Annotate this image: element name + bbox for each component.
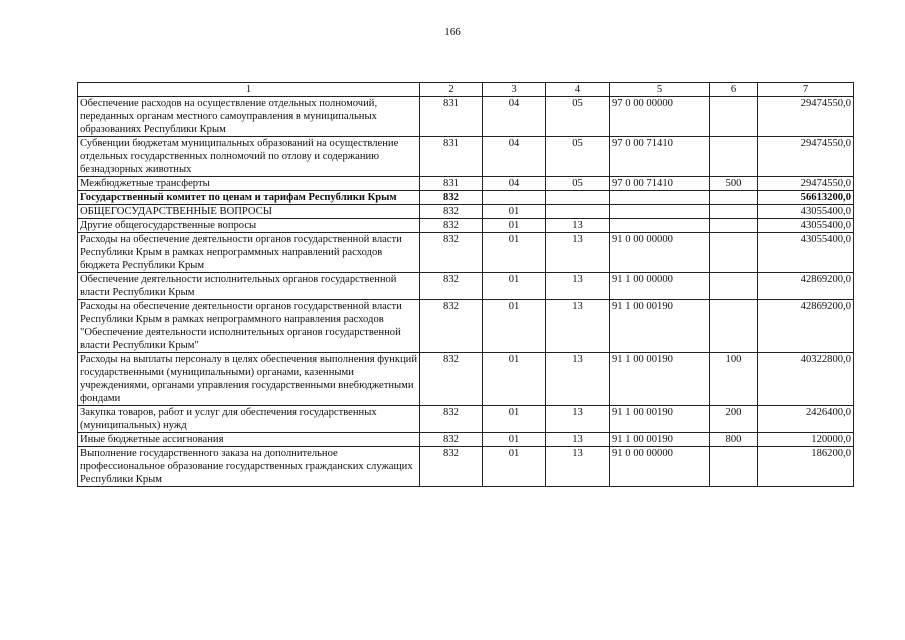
budget-table [77,82,854,487]
row-target-article [610,205,710,219]
row-ministry-code: 832 [420,219,483,233]
table-row [78,447,854,487]
row-section-code: 01 [483,219,546,233]
page-number: 166 [444,26,461,38]
row-ministry-code: 832 [420,233,483,273]
row-subsection-code: 13 [546,273,610,300]
row-target-article [610,219,710,233]
row-amount: 2426400,0 [758,406,854,433]
column-header: 3 [483,83,546,97]
row-expense-type [710,273,758,300]
row-ministry-code: 832 [420,191,483,205]
row-subsection-code: 13 [546,219,610,233]
row-expense-type [710,97,758,137]
table-row [78,177,854,191]
row-name: Расходы на обеспечение деятельности органов государственной власти Республики Крым в рамках непрограммных направлений расходов бюджета Республики Крым [78,233,420,273]
row-name: Обеспечение расходов на осуществление отдельных полномочий, переданных органам местного самоуправления в муниципальных образованиях Республики Крым [78,97,420,137]
table-row [78,300,854,353]
row-subsection-code: 13 [546,233,610,273]
row-name: Другие общегосударственные вопросы [78,219,420,233]
row-expense-type: 500 [710,177,758,191]
row-ministry-code: 832 [420,300,483,353]
row-name: Государственный комитет по ценам и тарифам Республики Крым [78,191,420,205]
row-name: Выполнение государственного заказа на дополнительное профессиональное образование государственных гражданских служащих Республики Крым [78,447,420,487]
row-section-code [483,191,546,205]
row-ministry-code: 831 [420,97,483,137]
row-ministry-code: 831 [420,177,483,191]
row-name: Закупка товаров, работ и услуг для обеспечения государственных (муниципальных) нужд [78,406,420,433]
row-target-article: 91 0 00 00000 [610,233,710,273]
row-expense-type [710,191,758,205]
column-header: 1 [78,83,420,97]
row-target-article: 97 0 00 00000 [610,97,710,137]
column-header: 2 [420,83,483,97]
row-ministry-code: 832 [420,447,483,487]
row-subsection-code: 13 [546,447,610,487]
table-row [78,233,854,273]
row-amount: 186200,0 [758,447,854,487]
row-subsection-code: 05 [546,97,610,137]
row-name: Субвенции бюджетам муниципальных образований на осуществление отдельных государственных полномочий по отлову и содержанию безнадзорных животных [78,137,420,177]
row-target-article: 91 1 00 00190 [610,406,710,433]
row-name: Обеспечение деятельности исполнительных органов государственной власти Республики Крым [78,273,420,300]
table-header-row [78,83,854,97]
row-amount: 29474550,0 [758,177,854,191]
row-expense-type [710,233,758,273]
table-row [78,137,854,177]
row-target-article: 97 0 00 71410 [610,177,710,191]
table-row [78,273,854,300]
row-expense-type [710,447,758,487]
row-amount: 120000,0 [758,433,854,447]
row-amount: 42869200,0 [758,273,854,300]
row-name: Межбюджетные трансферты [78,177,420,191]
row-amount: 56613200,0 [758,191,854,205]
row-subsection-code: 13 [546,300,610,353]
row-expense-type: 100 [710,353,758,406]
row-target-article: 91 1 00 00190 [610,300,710,353]
row-amount: 43055400,0 [758,219,854,233]
row-subsection-code: 05 [546,137,610,177]
row-ministry-code: 831 [420,137,483,177]
row-ministry-code: 832 [420,353,483,406]
row-expense-type [710,300,758,353]
row-amount: 40322800,0 [758,353,854,406]
row-section-code: 01 [483,406,546,433]
table-row [78,353,854,406]
row-amount: 29474550,0 [758,97,854,137]
row-ministry-code: 832 [420,273,483,300]
table-row [78,205,854,219]
row-ministry-code: 832 [420,205,483,219]
row-ministry-code: 832 [420,406,483,433]
row-expense-type: 200 [710,406,758,433]
row-ministry-code: 832 [420,433,483,447]
column-header: 6 [710,83,758,97]
row-amount: 43055400,0 [758,205,854,219]
row-section-code: 04 [483,97,546,137]
row-subsection-code: 05 [546,177,610,191]
row-expense-type [710,137,758,177]
row-amount: 43055400,0 [758,233,854,273]
table-body [78,97,854,487]
row-amount: 29474550,0 [758,137,854,177]
table-row [78,219,854,233]
row-section-code: 01 [483,353,546,406]
row-target-article: 91 1 00 00000 [610,273,710,300]
row-subsection-code: 13 [546,406,610,433]
row-target-article: 97 0 00 71410 [610,137,710,177]
row-name: Расходы на обеспечение деятельности органов государственной власти Республики Крым в рамках непрограммного направления расходов "Обеспечение деятельности исполнительных органов государственной власти Республики Крым" [78,300,420,353]
table-row [78,406,854,433]
row-expense-type [710,219,758,233]
row-target-article [610,191,710,205]
table-row [78,433,854,447]
row-section-code: 04 [483,137,546,177]
column-header: 7 [758,83,854,97]
row-subsection-code: 13 [546,433,610,447]
row-name: Иные бюджетные ассигнования [78,433,420,447]
row-subsection-code [546,191,610,205]
row-target-article: 91 0 00 00000 [610,447,710,487]
row-section-code: 01 [483,433,546,447]
row-section-code: 01 [483,447,546,487]
row-target-article: 91 1 00 00190 [610,433,710,447]
row-expense-type: 800 [710,433,758,447]
row-expense-type [710,205,758,219]
column-header: 4 [546,83,610,97]
row-amount: 42869200,0 [758,300,854,353]
table-row [78,97,854,137]
row-section-code: 01 [483,233,546,273]
column-header: 5 [610,83,710,97]
row-section-code: 01 [483,300,546,353]
row-section-code: 04 [483,177,546,191]
row-target-article: 91 1 00 00190 [610,353,710,406]
row-subsection-code [546,205,610,219]
row-section-code: 01 [483,205,546,219]
row-name: Расходы на выплаты персоналу в целях обеспечения выполнения функций государственными (муниципальными) органами, казенными учреждениями, органами управления государственными внебюджетными фондами [78,353,420,406]
row-subsection-code: 13 [546,353,610,406]
table-row [78,191,854,205]
row-section-code: 01 [483,273,546,300]
row-name: ОБЩЕГОСУДАРСТВЕННЫЕ ВОПРОСЫ [78,205,420,219]
